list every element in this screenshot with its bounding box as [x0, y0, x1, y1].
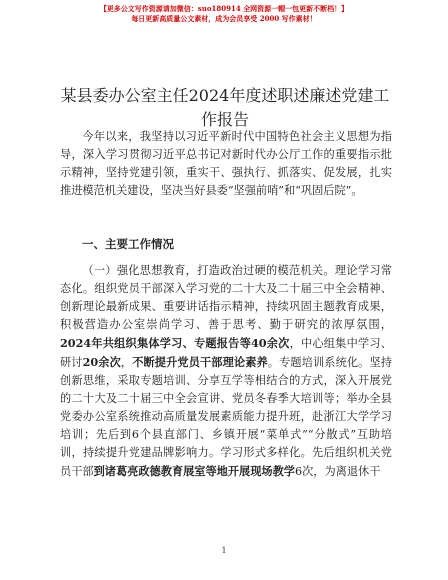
paragraph-text: ，	[120, 356, 133, 369]
paragraph-bold-text: 20余次	[82, 355, 121, 369]
section-heading-main-work: 一、主要工作情况	[82, 237, 174, 251]
intro-paragraph: 今年以来，我坚持以习近平新时代中国特色社会主义思想为指导，深入学习贯彻习近平总书记对新时代办公厅工作的重要指示批示精神，坚持党建引领，重实干、强执行、抓落实、促发展，扎实推进模范机关建设，坚决当好县委“坚强前哨”和“巩固后院”。	[60, 130, 392, 197]
paragraph-text: 。专题培训系统化。坚持创新思维，采取专题培训、分享互学等相结合的方式，深入开展党的二十大及二十届三中全会宣讲、党员冬春季大培训等；举办全县党委办公室系统推动高质量发展素质能力提升班，赴浙江大学学习培训；先后到6个县直部门、乡镇开展“菜单式”“分散式”互助培训，持续提升党建品牌影响力。学习形式多样化。先后组织机关党员干部	[60, 356, 392, 478]
paragraph-bold-text: 2024年共组织集体学习、专题报告等40余次	[60, 336, 290, 350]
paragraph-text: ，中心组集中学习、研讨	[60, 337, 392, 369]
paragraph-bold-text: 到诸葛亮政德教育展室等地开展现场教学	[93, 464, 295, 478]
paragraph-text: 6次，为离退休干	[294, 465, 381, 478]
document-title: 某县委办公室主任2024年度述职述廉述党建工作报告	[60, 86, 390, 129]
paragraph-text: （一）强化思想教育，打造政治过硬的模范机关。理论学习常态化。组织党员干部深入学习党的二十大及二十届三中全会精神、创新理论最新成果、重要讲话指示精神，持续巩固主题教育成果，积极营造办公室崇尚学习、善于思考、勤于研究的浓厚氛围，	[60, 264, 392, 331]
page-number: 1	[221, 546, 227, 555]
section1-paragraph-1	[60, 262, 392, 481]
promo-banner-line-2: 每日更新高质量公文素材，成为会员享受 2000 写作素材！	[131, 14, 317, 23]
promo-banner-line-1: 【更多公文写作资源请加微信：suo180914 全网资源一帽一包更新不断档！】	[99, 4, 349, 13]
paragraph-bold-text: 不断提升党员干部理论素养	[132, 355, 268, 369]
